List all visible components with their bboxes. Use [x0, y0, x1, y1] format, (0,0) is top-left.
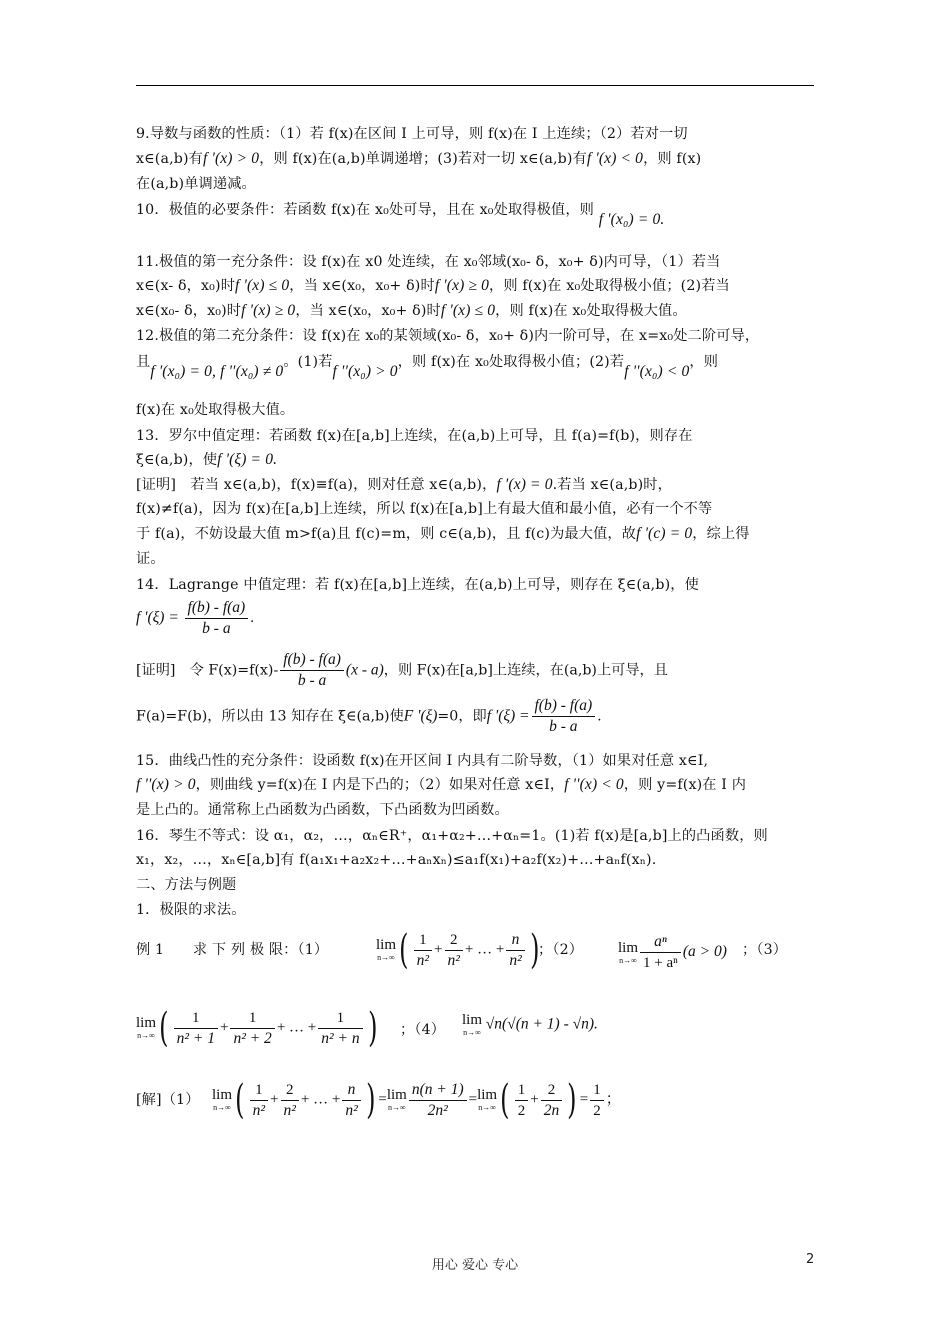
text-line: 于 f(a)，不妨设最大值 m>f(a)且 f(c)=m，则 c∈(a,b)，且 f(c)为最大值，故f '(c) = 0，综上得: [136, 525, 750, 542]
lagrange-formula: f '(ξ) = $\frac{f(b) - f(a)}{b - a}$ .: [136, 599, 254, 637]
text-line: 16．琴生不等式：设 α₁，α₂，…，αₙ∈R⁺，α₁+α₂+…+αₙ=1。(1)若 f(x)是[a,b]上的凸函数，则: [136, 828, 768, 844]
limit-expr-2: lim n→∞ $\frac{\text{aⁿ}}{\text{1 + aⁿ}}$ (a > 0): [618, 933, 727, 971]
page-number: 2: [806, 1252, 815, 1267]
math-expr: f '(x₀) = 0.: [598, 211, 665, 228]
text-line: 在(a,b)单调递减。: [136, 176, 256, 192]
limit-expr-1: lim n→∞ ( $\frac{1}{\text{n²}}$ + $\frac{2}{\text{n²}}$ + … + $\frac{n}{\text{n²}}$ ): [376, 927, 540, 973]
section-heading: 二、方法与例题: [136, 877, 237, 893]
math-expr: f '(x) ≥ 0: [241, 302, 296, 319]
math-expr: f '(x) ≤ 0: [235, 277, 290, 294]
text-line: 14．Lagrange 中值定理：若 f(x)在[a,b]上连续，在(a,b)上可导，则存在 ξ∈(a,b)，使: [136, 577, 699, 593]
text-line: 11.极值的第一充分条件：设 f(x)在 x0 处连续，在 x₀邻域(x₀- δ，x₀+ δ)内可导，（1）若当: [136, 254, 721, 270]
text-line: [证明] 若当 x∈(a,b)，f(x)≡f(a)，则对任意 x∈(a,b)，f '(x) = 0.若当 x∈(a,b)时，: [136, 476, 672, 493]
math-expr: f ''(x₀) > 0: [332, 363, 398, 380]
solution-expr: lim n→∞ ( $\frac{1}{\text{n²}}$ + $\frac{2}{\text{n²}}$ + … + $\frac{n}{\text{n²}}$ ) = lim n→∞ $\frac{n(n + 1)}{\text{2n²}}$ = lim n→∞ ( $\frac{1}{2}$ + $\frac{2}{2n}$ ) = $\frac{1}{2}$ ；: [212, 1077, 621, 1123]
text-line: x∈(x₀- δ，x₀)时f '(x) ≥ 0，当 x∈(x₀，x₀+ δ)时f '(x) ≤ 0，则 f(x)在 x₀处取得极大值。: [136, 302, 687, 319]
math-expr: f '(ξ) = 0.: [217, 451, 278, 468]
math-expr: f '(x) ≤ 0: [440, 302, 496, 319]
limit-expr-3: lim n→∞ ( $\frac{1}{\text{n² + 1}}$ + $\frac{1}{\text{n² + 2}}$ + … + $\frac{1}{\text{n² + n}}$ ): [136, 1005, 378, 1051]
text-line: 且f '(x₀) = 0, f ''(x₀) ≠ 0。(1)若f ''(x₀) > 0，则 f(x)在 x₀处取得极小值；(2)若f ''(x₀) < 0，则: [136, 354, 719, 380]
math-expr: f '(x) < 0: [586, 150, 644, 167]
text-line: ξ∈(a,b)，使f '(ξ) = 0.: [136, 451, 278, 468]
math-expr: f ''(x) > 0: [136, 776, 196, 793]
subsection-heading: 1．极限的求法。: [136, 902, 246, 918]
math-expr: f '(x₀) = 0, f ''(x₀) ≠ 0: [150, 363, 284, 380]
text-line: 15．曲线凸性的充分条件：设函数 f(x)在开区间 I 内具有二阶导数，（1）如果对任意 x∈I,: [136, 753, 709, 769]
math-expr: f ''(x) < 0: [564, 776, 624, 793]
math-expr: f '(c) = 0: [636, 525, 693, 542]
text-line: f(x)在 x₀处取得极大值。: [136, 402, 295, 418]
text-line: [证明] 令 F(x)=f(x)- $\frac{f(b) - f(a)}{b - a}$ (x - a)，则 F(x)在[a,b]上连续，在(a,b)上可导，且: [136, 651, 668, 689]
text-line: 13．罗尔中值定理：若函数 f(x)在[a,b]上连续，在(a,b)上可导，且 f(a)=f(b)，则存在: [136, 428, 693, 444]
solution-label: [解]（1）: [136, 1092, 200, 1108]
text-line: 10．极值的必要条件：若函数 f(x)在 x₀处可导，且在 x₀处取得极值，则 f '(x₀) = 0.: [136, 202, 665, 228]
math-expr: f '(x) = 0: [496, 476, 553, 493]
math-expr: f ''(x₀) < 0: [624, 363, 690, 380]
text-fragment: ；（3）: [742, 942, 788, 958]
example-label: 例 1 求 下 列 极 限：（1）: [136, 942, 329, 958]
math-expr: f '(x) > 0: [203, 150, 260, 167]
text-line: 12.极值的第二充分条件：设 f(x)在 x₀的某领域(x₀- δ，x₀+ δ)内一阶可导，在 x=x₀处二阶可导，: [136, 328, 760, 344]
footer-slogan: 用心 爱心 专心: [431, 1258, 519, 1273]
text-fragment: ；（2）: [538, 942, 584, 958]
header-rule: [136, 85, 814, 86]
text-line: x∈(x- δ，x₀)时f '(x) ≤ 0，当 x∈(x₀，x₀+ δ)时f '(x) ≥ 0，则 f(x)在 x₀处取得极小值；(2)若当: [136, 277, 730, 294]
limit-expr-4: lim n→∞ √n(√(n + 1) - √n).: [462, 1012, 598, 1037]
text-fragment: ；（4）: [400, 1022, 446, 1038]
text-line: f ''(x) > 0，则曲线 y=f(x)在 I 内是下凸的；（2）如果对任意 x∈I，f ''(x) < 0，则 y=f(x)在 I 内: [136, 776, 747, 793]
text-line: F(a)=F(b)，所以由 13 知存在 ξ∈(a,b)使F '(ξ)=0，即f '(ξ) = $\frac{f(b) - f(a)}{b - a}$ .: [136, 697, 602, 735]
text-line: 证。: [136, 551, 165, 567]
text-line: x₁，x₂，…，xₙ∈[a,b]有 f(a₁x₁+a₂x₂+…+aₙxₙ)≤a₁f(x₁)+a₂f(x₂)+…+aₙf(xₙ).: [136, 852, 657, 868]
text-line: x∈(a,b)有f '(x) > 0，则 f(x)在(a,b)单调递增；(3)若对一切 x∈(a,b)有f '(x) < 0，则 f(x): [136, 150, 702, 167]
text-line: f(x)≠f(a)，因为 f(x)在[a,b]上连续，所以 f(x)在[a,b]上有最大值和最小值，必有一个不等: [136, 501, 713, 517]
math-expr: f '(x) ≥ 0: [434, 277, 490, 294]
text-line: 是上凸的。通常称上凸函数为凸函数，下凸函数为凹函数。: [136, 802, 509, 818]
text-line: 9.导数与函数的性质：（1）若 f(x)在区间 I 上可导，则 f(x)在 I 上连续；（2）若对一切: [136, 126, 688, 142]
